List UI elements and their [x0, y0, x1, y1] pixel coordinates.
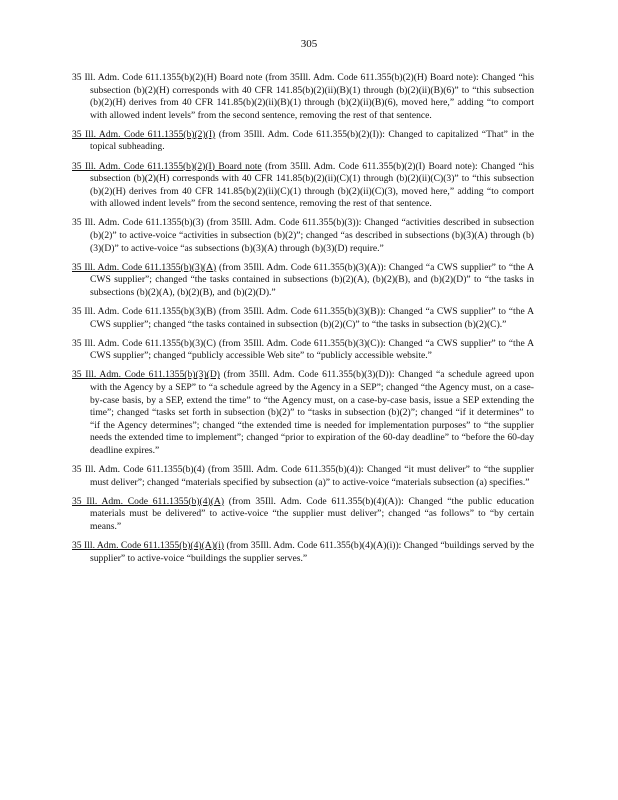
amendment-text: (from 35Ill. Adm. Code 611.355(b)(4)): Changed “it must deliver” to “the supplier must deliver”; changed “materials specified by subsection (a)” to active-voice “materials subsection (a) specifies.”: [90, 464, 534, 488]
code-citation: 35 Ill. Adm. Code 611.1355(b)(3)(A): [72, 261, 217, 273]
amendment-text: (from 35Ill. Adm. Code 611.355(b)(4)(A)(i)): Changed “buildings served by the supplier” to active-voice “buildings the supplier serves.”: [90, 540, 534, 564]
amendment-entry: [72, 496, 534, 534]
page-number: 305: [300, 38, 318, 50]
code-citation: 35 Ill. Adm. Code 611.1355(b)(3)(D): [72, 369, 220, 381]
amendment-entry: [72, 338, 534, 363]
amendment-entry: [72, 72, 534, 122]
amendment-text: (from 35Ill. Adm. Code 611.355(b)(2)(I)): Changed to capitalized “That” in the topical subheading.: [90, 128, 535, 153]
code-citation: 35 Ill. Adm. Code 611.1355(b)(2)(I) Board note: [72, 160, 262, 172]
amendment-text: Board note (from 35Ill. Adm. Code 611.355(b)(2)(H) Board note): Changed “his subsection (b)(2)(H) corresponds with 40 CFR 141.85(b)(2)(ii)(B)(1) through (b)(2)(ii)(B)(6)” to “this subsection (b)(2)(H) derives from 40 CFR 141.85(b)(2)(ii)(B)(1) through (b)(2)(ii)(B)(6), moved here,” adding “to comport with allowed indent levels” from the second sentence, removing the rest of that sentence.: [90, 72, 534, 121]
amendment-entry: [72, 262, 534, 300]
code-citation: 35 Ill. Adm. Code 611.1355(b)(3): [72, 217, 204, 229]
amendment-text: (from 35Ill. Adm. Code 611.355(b)(3)(A)): Changed “a CWS supplier” to “the A CWS supplier”; changed “the tasks contained in subsections (b)(2)(A), (b)(2)(B), and (b)(2)(D)” to “the tasks in subsections (b)(2)(A), (b)(2)(B), and (b)(2)(D).”: [90, 261, 534, 298]
amendment-text: (from 35Ill. Adm. Code 611.355(b)(3)(B)): Changed “a CWS supplier” to “the A CWS supplier”; changed “the tasks contained in subsection (b)(2)(C)” to “the tasks in subsection (b)(2)(C).”: [90, 306, 535, 330]
code-citation: 35 Ill. Adm. Code 611.1355(b)(2)(H): [72, 72, 217, 83]
amendment-entry: [72, 540, 534, 565]
amendment-entry: [72, 129, 534, 154]
amendment-text: (from 35Ill. Adm. Code 611.355(b)(2)(I) Board note): Changed “his subsection (b)(2)(H) corresponds with 40 CFR 141.85(b)(2)(ii)(C)(1) through (b)(2)(ii)(C)(3)” to “this subsection (b)(2)(H) derives from 40 CFR 141.85(b)(2)(ii)(C)(1) through (b)(2)(ii)(C)(3), moved here,” adding “to comport with allowed indent levels” from the second sentence, removing the rest of that sentence.: [90, 160, 534, 210]
code-citation: 35 Ill. Adm. Code 611.1355(b)(4)(A)(i): [72, 540, 224, 551]
code-citation: 35 Ill. Adm. Code 611.1355(b)(4)(A): [72, 495, 225, 507]
amendment-text: (from 35Ill. Adm. Code 611.355(b)(3)): Changed “activities described in subsection (b)(2)” to active-voice “activities in subsection (b)(2)”; changed “as described in subsections (b)(3)(A) through (b)(3)(D)” to active-voice “as subsections (b)(3)(A) through (b)(3)(D) require.”: [90, 217, 534, 254]
amendment-entry: [72, 161, 534, 211]
amendment-entry: [72, 217, 534, 255]
amendment-text: (from 35Ill. Adm. Code 611.355(b)(3)(D)): Changed “a schedule agreed upon with the Agency by a SEP” to “a schedule agreed by the Agency in a SEP”; changed “the Agency must, on a case-by-case basis, by a SEP, extend the time” to “the Agency must, on a case-by-case basis, issue a SEP extending the time”; changed “tasks set forth in subsection (b)(2)” to “tasks in subsection (b)(2)”; changed “if it determines” to “if the Agency determines”; changed “the extended time is needed for implementation purposes” to “the supplier needs the extended time to implement”; changed “prior to expiration of the 60-day deadline” to “before the 60-day deadline expires.”: [90, 369, 534, 456]
amendment-text: (from 35Ill. Adm. Code 611.355(b)(4)(A)): Changed “the public education materials must be delivered” to active-voice “the supplier must deliver”; changed “as follows” to “by certain means.”: [90, 495, 534, 532]
code-citation: 35 Ill. Adm. Code 611.1355(b)(4): [72, 464, 205, 476]
code-citation: 35 Ill. Adm. Code 611.1355(b)(2)(I): [72, 128, 216, 140]
code-citation: 35 Ill. Adm. Code 611.1355(b)(3)(B): [72, 306, 216, 317]
amendment-entry: [72, 306, 534, 331]
amendment-entry: [72, 369, 534, 457]
amendment-list: [72, 72, 534, 572]
amendment-text: (from 35Ill. Adm. Code 611.355(b)(3)(C)): Changed “a CWS supplier” to “the A CWS supplier”; changed “publicly accessible Web site” to “publicly accessible website.”: [90, 337, 535, 362]
code-citation: 35 Ill. Adm. Code 611.1355(b)(3)(C): [72, 337, 216, 349]
amendment-entry: [72, 464, 534, 489]
